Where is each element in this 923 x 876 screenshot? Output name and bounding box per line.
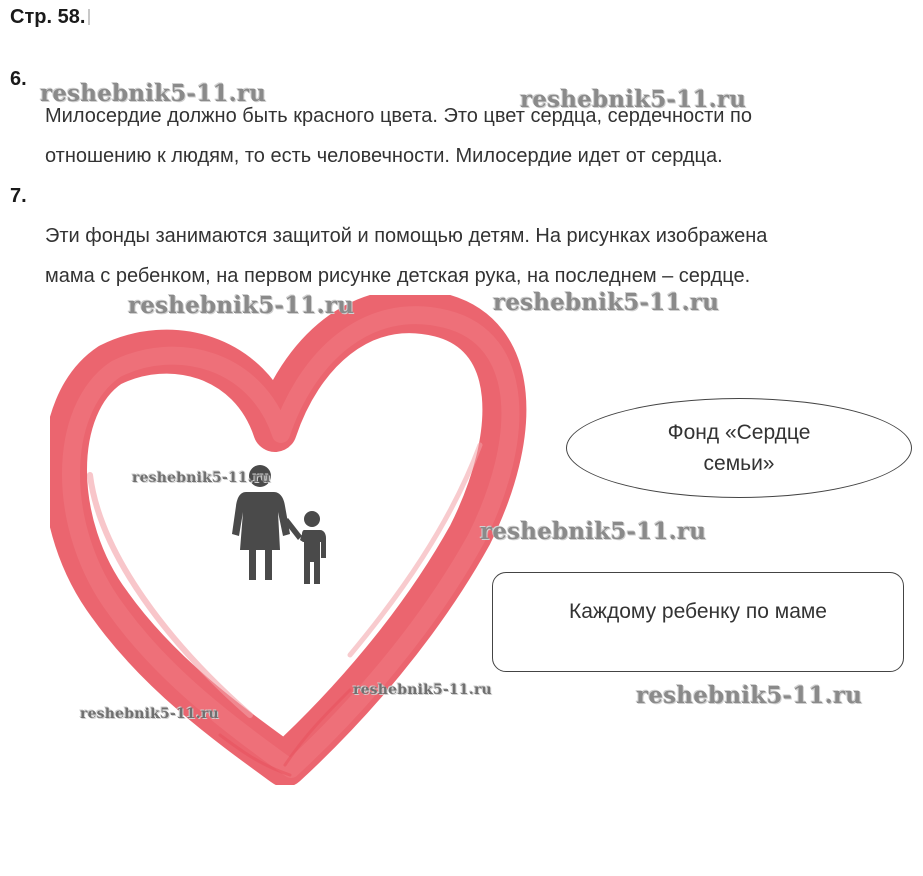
page-title	[10, 6, 90, 29]
task-number-7: 7.	[10, 185, 27, 207]
page-label: Стр. 58.	[10, 6, 86, 28]
task-7-line-1: Эти фонды занимаются защитой и помощью детям. На рисунках изображена	[45, 225, 768, 247]
task-number-6: 6.	[10, 68, 27, 90]
task-6-line-2: отношению к людям, то есть человечности. Милосердие идет от сердца.	[45, 145, 723, 167]
task-6-line-1: Милосердие должно быть красного цвета. Это цвет сердца, сердечности по	[45, 105, 752, 127]
watermark: reshebnik5-11.ru	[353, 682, 492, 698]
fund-rectangle-label: Каждому ребенку по маме	[569, 600, 827, 623]
watermark: reshebnik5-11.ru	[128, 292, 355, 319]
watermark: reshebnik5-11.ru	[132, 470, 271, 486]
watermark: reshebnik5-11.ru	[493, 289, 720, 316]
fund-rectangle	[492, 572, 904, 672]
watermark: reshebnik5-11.ru	[80, 706, 219, 722]
fund-ellipse-label: Фонд «Сердце семьи»	[667, 421, 811, 475]
task-7-answer	[45, 216, 905, 296]
watermark: reshebnik5-11.ru	[480, 518, 707, 545]
fund-ellipse	[566, 398, 912, 498]
task-7-line-2: мама с ребенком, на первом рисунке детская рука, на последнем – сердце.	[45, 265, 751, 287]
task-6-answer	[45, 96, 905, 176]
watermark: reshebnik5-11.ru	[636, 682, 863, 709]
watermark: reshebnik5-11.ru	[520, 86, 747, 113]
watermark: reshebnik5-11.ru	[40, 80, 267, 107]
cursor-mark	[88, 9, 90, 25]
